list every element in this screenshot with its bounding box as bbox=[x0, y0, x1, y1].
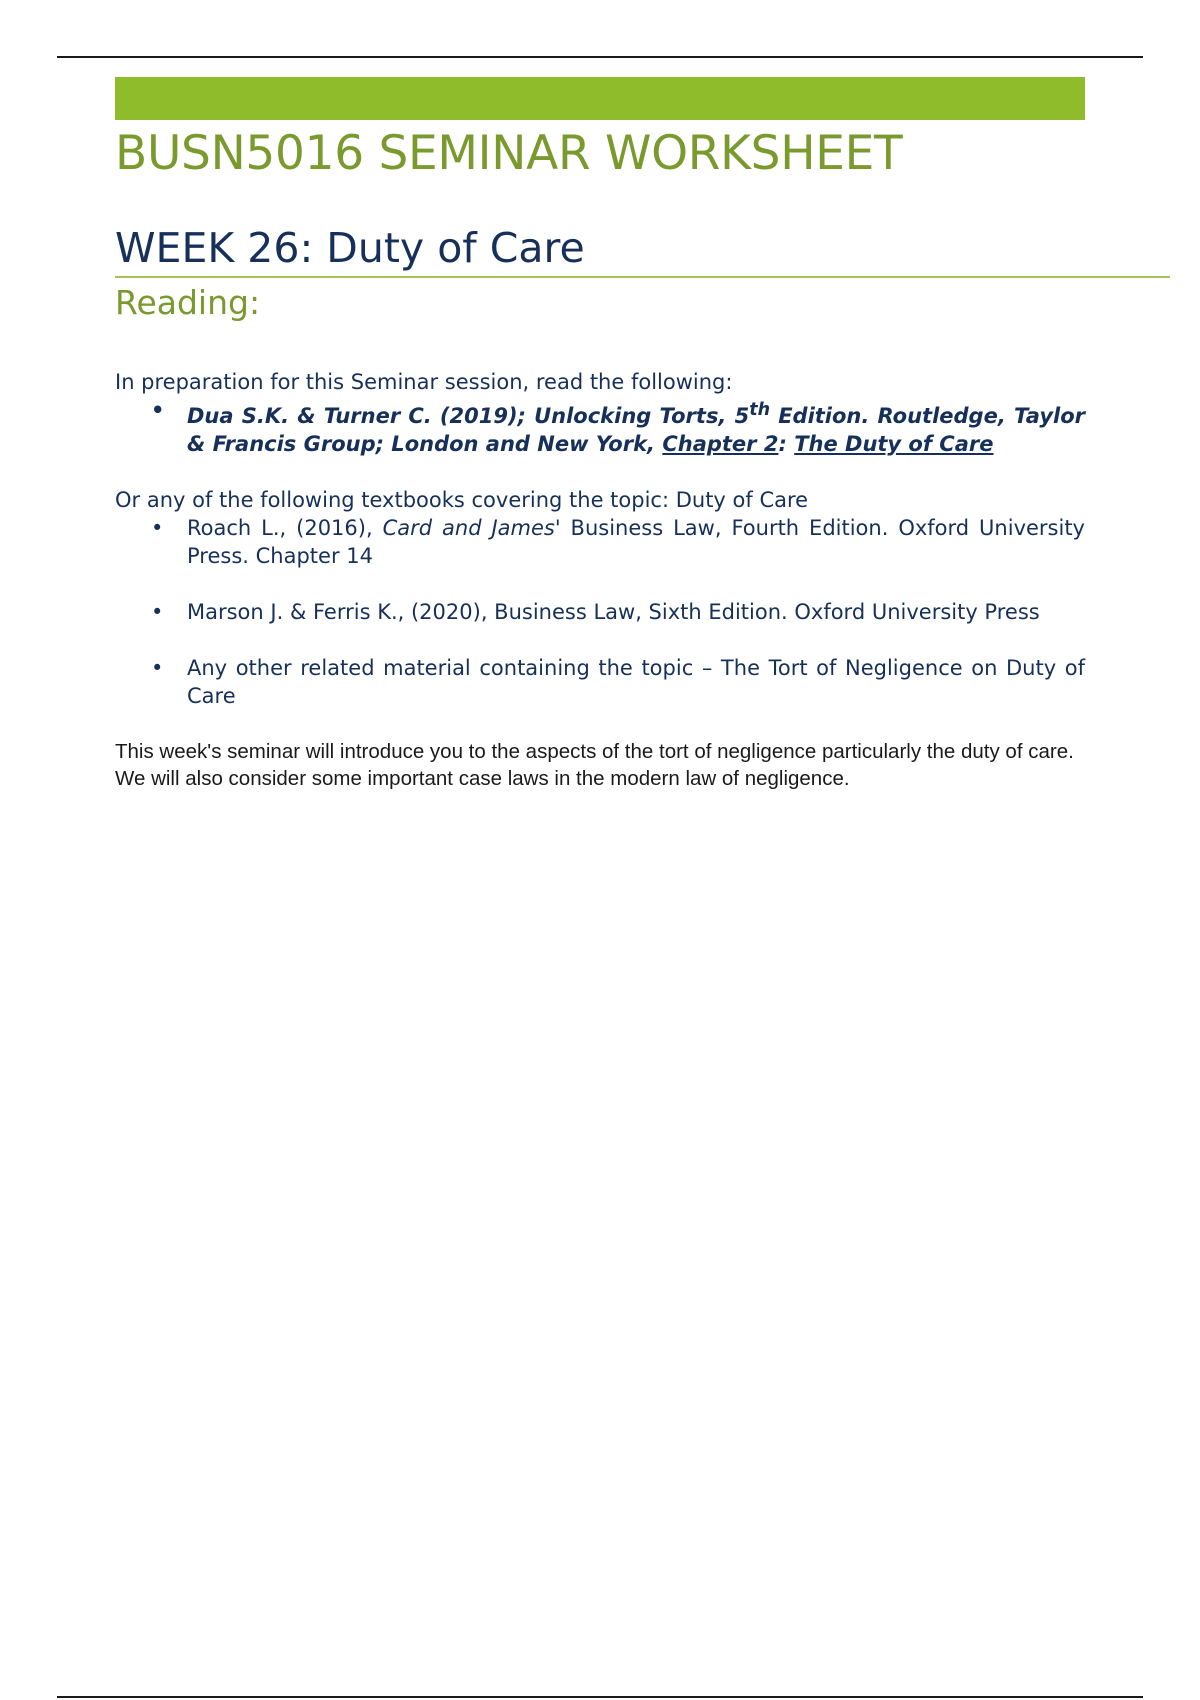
edition-superscript: th bbox=[749, 400, 771, 420]
chapter-link[interactable]: Chapter 2 bbox=[662, 432, 779, 456]
header-accent-bar bbox=[115, 77, 1085, 120]
alternative-reading-intro: Or any of the following textbooks covering the topic: Duty of Care bbox=[115, 488, 809, 512]
textbook-text: Roach L., (2016), bbox=[187, 516, 383, 540]
textbook-text: Any other related material containing the topic – The Tort of Negligence on Duty of Care bbox=[187, 656, 1085, 708]
textbook-list bbox=[115, 514, 1085, 710]
bullet-icon: • bbox=[151, 398, 165, 422]
reading-heading: Reading: bbox=[115, 283, 261, 322]
primary-reading-list bbox=[115, 396, 1085, 458]
textbook-text: Marson J. & Ferris K., (2020), Business Law, Sixth Edition. Oxford University Press bbox=[187, 600, 1040, 624]
primary-reading-item bbox=[115, 396, 1085, 458]
textbook-text-rest: Business Law, Fourth Edition. Oxford University Press. Chapter 14 bbox=[187, 516, 1085, 568]
textbook-item bbox=[115, 598, 1085, 626]
bullet-icon: • bbox=[151, 656, 164, 680]
bullet-icon: • bbox=[151, 600, 164, 624]
primary-reading-publisher: Edition. Routledge, Taylor & Francis Group; London and New York, bbox=[187, 404, 1085, 456]
textbook-item bbox=[115, 654, 1085, 710]
heading-underline bbox=[115, 276, 1170, 278]
week-heading: WEEK 26: Duty of Care bbox=[115, 224, 585, 272]
page-top-rule bbox=[57, 56, 1143, 58]
page-bottom-rule bbox=[57, 1696, 1143, 1698]
textbook-italic-title: Card and James' bbox=[382, 516, 561, 540]
reading-intro: In preparation for this Seminar session, read the following: bbox=[115, 370, 733, 394]
bullet-icon: • bbox=[151, 516, 164, 540]
primary-reading-text: Dua S.K. & Turner C. (2019); Unlocking Torts, 5 bbox=[187, 404, 750, 428]
worksheet-content bbox=[115, 77, 1170, 813]
document-title: BUSN5016 SEMINAR WORKSHEET bbox=[115, 126, 903, 181]
seminar-summary: This week's seminar will introduce you to the aspects of the tort of negligence particularly the duty of care. We will also consider some important case laws in the modern law of negligence. bbox=[115, 740, 1074, 790]
chapter-title-link[interactable]: The Duty of Care bbox=[794, 432, 994, 456]
textbook-item bbox=[115, 514, 1085, 570]
chapter-separator: : bbox=[778, 432, 795, 456]
